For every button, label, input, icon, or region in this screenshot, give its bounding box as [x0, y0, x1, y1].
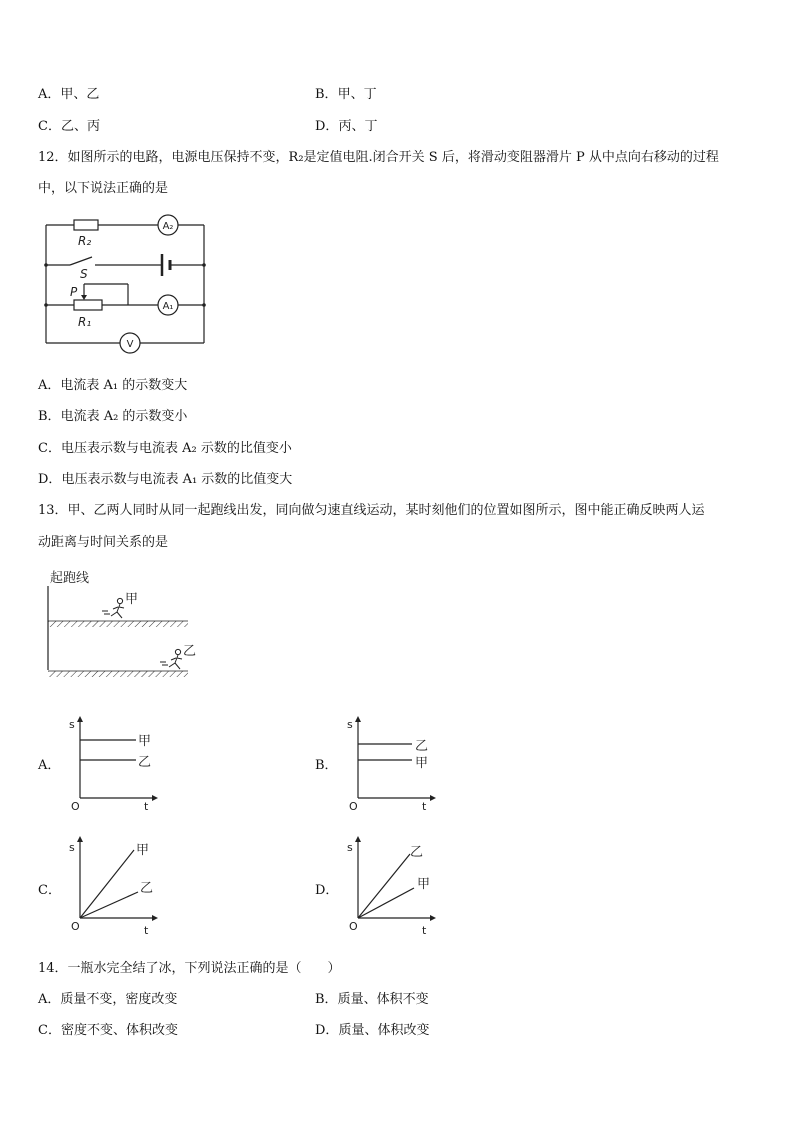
steep-line — [80, 850, 134, 918]
q13-track-figure — [40, 566, 200, 684]
origin-label: O — [71, 920, 80, 933]
x-axis-label: t — [422, 800, 427, 813]
q14-option-c — [38, 1019, 178, 1038]
shallow-line — [80, 892, 138, 918]
lower-line-label: 甲 — [415, 756, 429, 771]
switch-s — [70, 257, 92, 265]
q11-option-d — [315, 115, 377, 134]
label-a2: A₂ — [162, 221, 174, 232]
q14-stem: 14．一瓶水完全结了冰，下列说法正确的是（ ） — [38, 961, 341, 976]
q11-option-a — [38, 83, 99, 102]
option-letter: A． — [38, 87, 61, 102]
option-letter: A． — [38, 378, 61, 393]
q12-option-d — [38, 468, 292, 487]
steep-line-label: 乙 — [410, 845, 424, 860]
q13-option-c-letter: C． — [38, 883, 61, 898]
lower-line-label: 乙 — [138, 755, 152, 770]
option-text: 密度不变、体积改变 — [60, 1023, 178, 1038]
upper-line-label: 甲 — [138, 734, 152, 749]
label-r1: R₁ — [78, 315, 92, 329]
option-letter: D． — [315, 119, 339, 134]
q11-option-c — [38, 115, 100, 134]
q11-option-b — [315, 83, 377, 102]
option-letter: D． — [315, 1023, 339, 1038]
q13-graph-d — [344, 834, 444, 938]
option-letter: B． — [315, 992, 338, 1007]
x-axis-label: t — [144, 800, 149, 813]
start-line-label: 起跑线 — [50, 571, 90, 586]
x-arrow-icon — [152, 915, 158, 921]
option-letter: C． — [38, 119, 61, 134]
q12-option-b — [38, 405, 187, 424]
slider-arrow-icon — [81, 295, 87, 300]
option-letter: D． — [38, 472, 62, 487]
upper-line-label: 乙 — [415, 739, 429, 754]
q12-option-a — [38, 374, 187, 393]
x-arrow-icon — [152, 795, 158, 801]
resistor-r2 — [74, 220, 98, 230]
y-arrow-icon — [77, 836, 83, 842]
x-arrow-icon — [430, 915, 436, 921]
q13-option-d-letter: D． — [315, 883, 339, 898]
y-axis-label: s — [347, 841, 353, 854]
q13-stem-line1: 13．甲、乙两人同时从同一起跑线出发，同向做匀速直线运动，某时刻他们的位置如图所示，图中能正确反映两人运 — [38, 503, 705, 518]
track-divider-bottom — [48, 671, 188, 677]
option-text: 电压表示数与电流表 A₁ 示数的比值变大 — [61, 472, 293, 487]
q14-option-d — [315, 1019, 429, 1038]
origin-label: O — [349, 920, 358, 933]
option-letter: C． — [38, 1023, 61, 1038]
option-text: 质量、体积不变 — [337, 992, 429, 1007]
steep-line-label: 甲 — [136, 843, 150, 858]
option-text: 电压表示数与电流表 A₂ 示数的比值变小 — [60, 441, 292, 456]
runner-jia-icon — [102, 598, 124, 618]
origin-label: O — [71, 800, 80, 813]
q12-stem-line1: 12．如图所示的电路，电源电压保持不变，R₂是定值电阻.闭合开关 S 后，将滑动变阻器滑片 P 从中点向右移动的过程 — [38, 150, 719, 165]
y-arrow-icon — [77, 716, 83, 722]
label-r2: R₂ — [78, 234, 92, 248]
option-text: 质量不变，密度改变 — [60, 992, 178, 1007]
option-text: 甲、乙 — [60, 87, 100, 102]
q13-graph-c — [66, 834, 166, 938]
label-s: S — [80, 267, 88, 281]
track-divider-top — [48, 621, 188, 627]
label-a1: A₁ — [162, 301, 174, 312]
steep-line — [358, 854, 410, 918]
option-letter: C． — [38, 441, 61, 456]
x-axis-label: t — [144, 924, 149, 937]
q14-option-b — [315, 988, 429, 1007]
rheostat-r1 — [74, 300, 102, 310]
runner-yi-label: 乙 — [183, 644, 197, 659]
option-text: 质量、体积改变 — [338, 1023, 430, 1038]
y-axis-label: s — [69, 841, 75, 854]
q12-option-c — [38, 437, 292, 456]
q14-option-a — [38, 988, 177, 1007]
y-arrow-icon — [355, 836, 361, 842]
y-arrow-icon — [355, 716, 361, 722]
q13-stem-line2: 动距离与时间关系的是 — [38, 535, 169, 550]
q12-stem-line2: 中，以下说法正确的是 — [38, 181, 169, 196]
q12-circuit-diagram — [40, 212, 210, 358]
label-v: V — [126, 339, 134, 350]
x-axis-label: t — [422, 924, 427, 937]
option-letter: A． — [38, 992, 61, 1007]
option-text: 乙、丙 — [60, 119, 100, 134]
y-axis-label: s — [69, 718, 75, 731]
option-letter: B． — [315, 87, 338, 102]
origin-label: O — [349, 800, 358, 813]
runner-jia-label: 甲 — [125, 592, 139, 607]
x-arrow-icon — [430, 795, 436, 801]
q13-option-b-letter: B． — [315, 758, 338, 773]
q13-graph-a — [66, 714, 166, 814]
y-axis-label: s — [347, 718, 353, 731]
shallow-line — [358, 888, 414, 918]
label-p: P — [70, 285, 78, 299]
option-letter: B． — [38, 409, 61, 424]
shallow-line-label: 甲 — [417, 877, 431, 892]
option-text: 丙、丁 — [338, 119, 378, 134]
q13-graph-b — [344, 714, 444, 814]
option-text: 甲、丁 — [337, 87, 377, 102]
q13-option-a-letter: A． — [38, 758, 61, 773]
option-text: 电流表 A₁ 的示数变大 — [60, 378, 188, 393]
runner-yi-icon — [160, 649, 182, 669]
option-text: 电流表 A₂ 的示数变小 — [60, 409, 188, 424]
shallow-line-label: 乙 — [140, 881, 154, 896]
